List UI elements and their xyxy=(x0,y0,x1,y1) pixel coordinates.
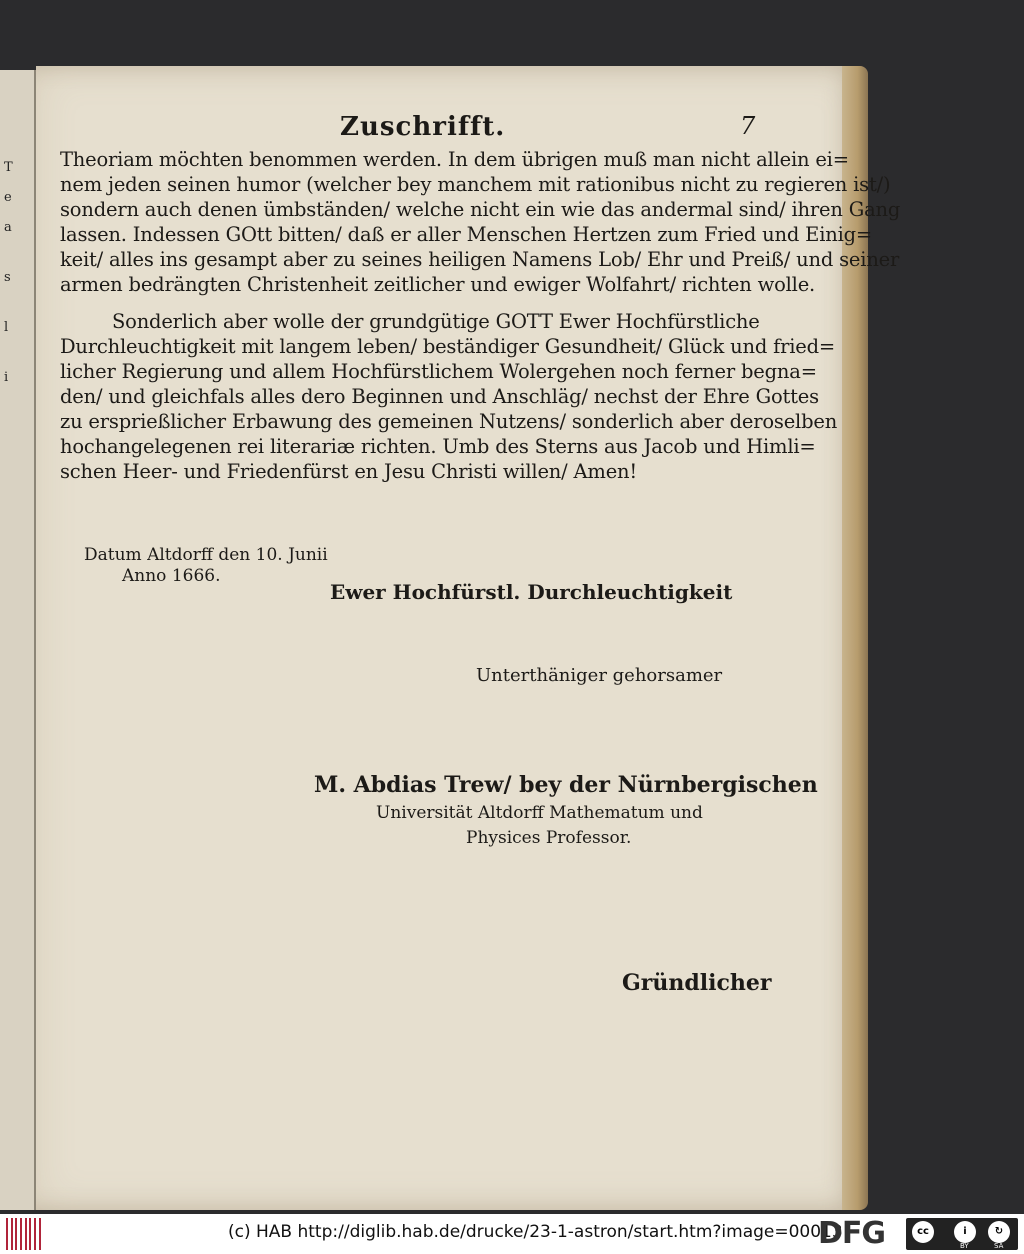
margin-mark: i xyxy=(4,370,9,385)
adjacent-page-edge xyxy=(0,70,36,1210)
body-line: nem jeden seinen humor (welcher bey manchem mit rationibus nicht zu regieren ist/) xyxy=(60,173,891,196)
body-line: sondern auch denen ümbständen/ welche nicht ein wie das andermal sind/ ihren Gang xyxy=(60,198,901,221)
cc-license-badge[interactable] xyxy=(906,1218,1018,1250)
body-line: licher Regierung und allem Hochfürstlichem Wolergehen noch ferner begna= xyxy=(60,360,817,383)
dfg-logo: DFG xyxy=(818,1216,886,1251)
body-line: den/ und gleichfals alles dero Beginnen und Anschläg/ nechst der Ehre Gottes xyxy=(60,385,819,408)
date-line: Datum Altdorff den 10. Junii xyxy=(84,545,328,565)
hab-logo-icon xyxy=(6,1218,42,1250)
affiliation-line: Universität Altdorff Mathematum und xyxy=(376,803,703,823)
margin-mark: l xyxy=(4,320,9,335)
margin-mark: e xyxy=(4,190,12,205)
margin-mark: T xyxy=(4,160,13,175)
attribution-icon: i xyxy=(954,1221,976,1243)
body-line: lassen. Indessen GOtt bitten/ daß er aller Menschen Hertzen zum Fried und Einig= xyxy=(60,223,873,246)
body-line: hochangelegenen rei literariæ richten. Umb des Sterns aus Jacob und Himli= xyxy=(60,435,816,458)
page-number: 7 xyxy=(740,112,756,140)
viewer-footer xyxy=(0,1214,1024,1254)
professor-line: Physices Professor. xyxy=(466,828,632,848)
body-line: zu ersprießlicher Erbawung des gemeinen Nutzens/ sonderlich aber deroselben xyxy=(60,410,838,433)
body-line: Durchleuchtigkeit mit langem leben/ beständiger Gesundheit/ Glück und fried= xyxy=(60,335,836,358)
cc-by-label: BY xyxy=(960,1242,969,1250)
submission-line: Unterthäniger gehorsamer xyxy=(476,665,723,686)
margin-mark: s xyxy=(4,270,11,285)
date-line: Anno 1666. xyxy=(122,566,221,586)
share-alike-icon: ↻ xyxy=(988,1221,1010,1243)
running-head: Zuschrifft. xyxy=(340,112,506,142)
copyright-link[interactable]: (c) HAB http://diglib.hab.de/drucke/23-1-astron/start.htm?image=00013 xyxy=(228,1222,843,1242)
margin-mark: a xyxy=(4,220,12,235)
address-line: Ewer Hochfürstl. Durchleuchtigkeit xyxy=(330,580,733,604)
cc-icon: cc xyxy=(912,1221,934,1243)
body-line: Theoriam möchten benommen werden. In dem übrigen muß man nicht allein ei= xyxy=(60,148,849,171)
catchword: Gründlicher xyxy=(622,970,772,996)
cc-sa-label: SA xyxy=(994,1242,1004,1250)
body-line: armen bedrängten Christenheit zeitlicher und ewiger Wolfahrt/ richten wolle. xyxy=(60,273,816,296)
author-line: M. Abdias Trew/ bey der Nürnbergischen xyxy=(314,772,818,798)
body-line: keit/ alles ins gesampt aber zu seines heiligen Namens Lob/ Ehr und Preiß/ und seiner xyxy=(60,248,900,271)
body-line: schen Heer- und Friedenfürst en Jesu Christi willen/ Amen! xyxy=(60,460,638,483)
body-line: Sonderlich aber wolle der grundgütige GOTT Ewer Hochfürstliche xyxy=(112,310,760,333)
